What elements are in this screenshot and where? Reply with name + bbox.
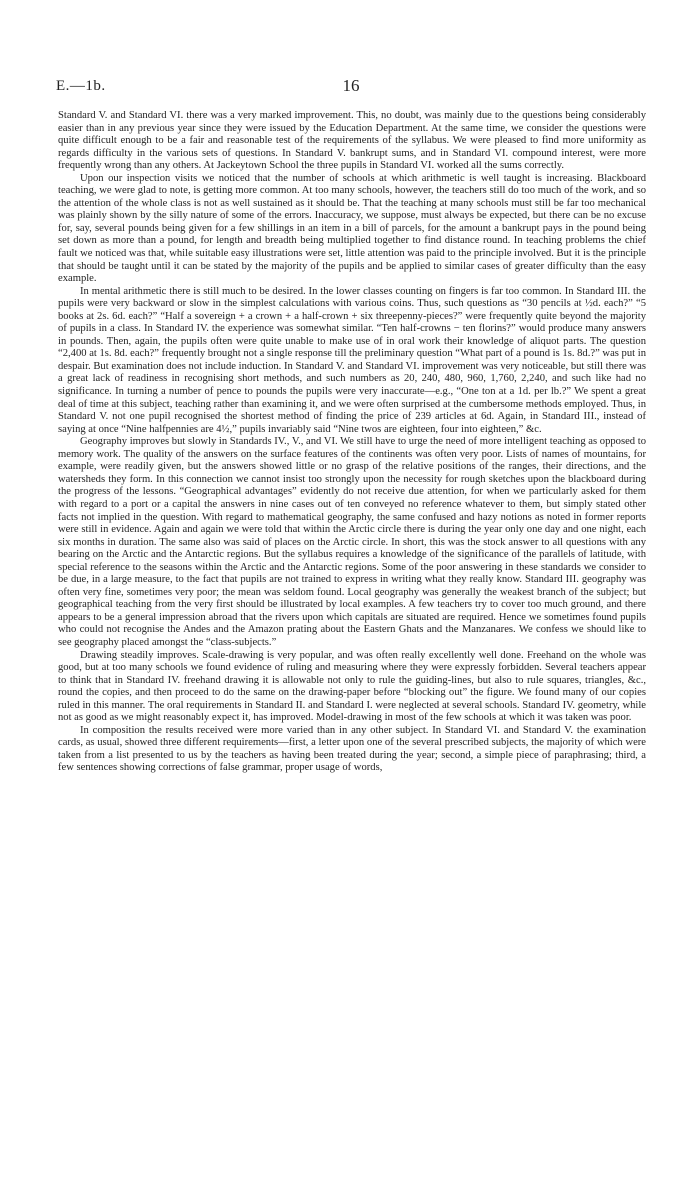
paragraph-geography: Geography improves but slowly in Standards IV., V., and VI. We still have to urge the need of more intelligent teaching as opposed to memory work. The quality of the answers on the surface features of the continents was often very poor. Lists of names of mountains, for example, were readily given, but the answers showed little or no grasp of the relative positions of the ranges, their directions, and the watersheds they form. In this connection we cannot insist too strongly upon the necessity for rough sketches upon the blackboard during the progress of the lessons. “Geographical advantages” evidently do not receive due attention, for when we particularly asked for them with regard to a port or a capital the answers in nine cases out of ten conveyed no reference whatever to them, but simply stated other facts not implied in the question. With regard to mathematical geography, the same confused and hazy notions as noted in former reports were still in evidence. Again and again we were told that within the Arctic circle there is during the year only one day and one night, each six months in duration. The same also was said of places on the Arctic circle. In short, this was the stock answer to all questions with any bearing on the Arctic and the Antarctic regions. But the syllabus requires a knowledge of the significance of the parallels of latitude, with special reference to the seasons within the Arctic and the Antarctic regions. Some of the poor answering in these standards we consider to be due, in a large measure, to the fact that pupils are not trained to express in writing what they really know. Standard III. geography was often very fine, sometimes very poor; the mean was seldom found. Local geography was generally the weakest branch of the subject; but geographical teaching from the very first should be illustrated by local examples. A few teachers try to cover too much ground, and there appears to be a general impression abroad that the rivers upon which capitals are situated are required. Hence we sometimes found pupils who could not recognise the Andes and the Amazon prating about the Eastern Ghats and the Manzanares. We confess we should like to see geography placed amongst the “class-subjects.” <box>58 436 646 648</box>
body-text <box>58 110 646 775</box>
paragraph-drawing: Drawing steadily improves. Scale-drawing is very popular, and was often really excellently well done. Freehand on the whole was good, but at too many schools we found evidence of ruling and measuring where they were expressly forbidden. Several teachers appear to think that in Standard IV. freehand drawing it is allowable not only to rule the guiding-lines, but also to rule squares, triangles, &c., round the copies, and then proceed to do the same on the drawing-paper before “blocking out” the figure. We found many of our copies ruled in this manner. The oral requirements in Standard II. and Standard I. were neglected at several schools. Standard IV. geometry, while not as good as we might reasonably expect it, has improved. Model-drawing in most of the few schools at which it was taken was poor. <box>58 649 646 724</box>
paragraph-arithmetic-results: Standard V. and Standard VI. there was a very marked improvement. This, no doubt, was mainly due to the questions being considerably easier than in any previous year since they were issued by the Education Department. At the same time, we consider the questions were quite difficult enough to be a fair and reasonable test of the requirements of the syllabus. We were pleased to find more uniformity as regards difficulty in the various sets of questions. In Standard V. bankrupt sums, and in Standard VI. compound interest, were more frequently wrong than any others. At Jackeytown School the three pupils in Standard VI. worked all the sums correctly. <box>58 110 646 172</box>
paragraph-arithmetic-teaching: Upon our inspection visits we noticed that the number of schools at which arithmetic is well taught is increasing. Blackboard teaching, we were glad to note, is getting more common. At too many schools, however, the teachers still do too much of the work, and so the attention of the whole class is not as well sustained as it should be. That the teaching at many schools must still be far too mechanical was plainly shown by the silly nature of some of the errors. Inaccuracy, we suppose, must always be expected, but there can be no excuse for, say, several pounds being given for a few shillings in an item in a bill of parcels, for the amount a bankrupt pays in the pound being set down as more than a pound, for length and breadth being multiplied together to find distance round. In teaching problems the chief fault we noticed was that, while suitable easy illustrations were set, little attention was paid to the principle involved. But it is the principle that should be taught until it can be stated by the majority of the pupils and be applied to similar cases of greater difficulty than the easy example. <box>58 172 646 285</box>
paragraph-composition: In composition the results received were more varied than in any other subject. In Standard VI. and Standard V. the examination cards, as usual, showed three different requirements—first, a letter upon one of the several prescribed subjects, the majority of which were taken from a list presented to us by the teachers as having been treated during the year; second, a simple piece of paraphrasing; third, a few sentences showing corrections of false grammar, proper usage of words, <box>58 724 646 774</box>
page-number: 16 <box>342 76 360 95</box>
paragraph-mental-arithmetic: In mental arithmetic there is still much to be desired. In the lower classes counting on fingers is far too common. In Standard III. the pupils were very backward or slow in the simplest calculations with various coins. Thus, such questions as “30 pencils at ½d. each?” “5 books at 2s. 6d. each?” “Half a sovereign + a crown + a half-crown + six threepenny-pieces?” were frequently quite beyond the majority of pupils in a class. In Standard IV. the experience was somewhat similar. “Ten half-crowns − ten florins?” would produce many answers in pounds. Then, again, the pupils often were quite unable to make use of in oral work their knowledge of aliquot parts. The question “2,400 at 1s. 8d. each?” frequently brought not a single response till the preliminary question “What part of a pound is 1s. 8d.?” was put in despair. But examination does not include induction. In Standard V. and Standard VI. improvement was very noticeable, but still there was a great lack of readiness in recognising short methods, and such numbers as 20, 240, 480, 960, 1,760, 2,240, and such like had no significance. In turning a number of pence to pounds the pupils were very inaccurate—e.g., “One ton at a 1d. per lb.?” We spent a great deal of time at this subject, teaching rather than examining it, and we were often surprised at the cumbersome methods employed. Thus, in Standard V. not one pupil recognised the shortest method of finding the price of 239 articles at 6d. Again, in Standard III., instead of saying at once “Nine halfpennies are 4½,” pupils invariably said “Nine twos are eighteen, four into eighteen,” &c. <box>58 285 646 435</box>
page-header <box>56 78 646 100</box>
document-reference: E.—1b. <box>56 78 106 94</box>
